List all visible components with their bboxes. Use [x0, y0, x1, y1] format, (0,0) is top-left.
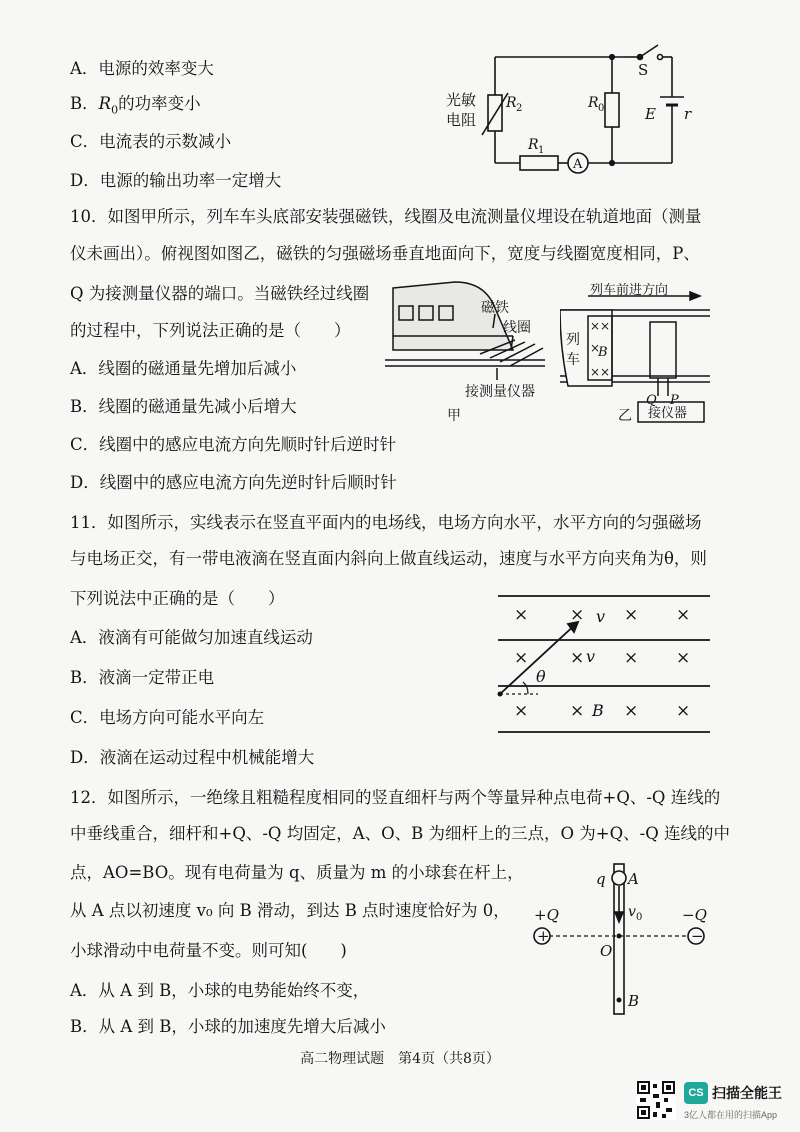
q11-theta-label: θ [536, 667, 546, 686]
q9-r2-label: R [506, 95, 517, 111]
q12-stem-line-4: 从 A 点以初速度 v₀ 向 B 滑动，到达 B 点时速度恰好为 0， [70, 901, 510, 920]
q12-v0-label: v [628, 904, 636, 920]
q10-b-label: B [598, 345, 608, 360]
q10-option-b: B．线圈的磁通量先减小后增大 [70, 397, 297, 416]
q9-option-a: A．电源的效率变大 [70, 59, 214, 78]
q9-r0-label: R [588, 95, 599, 111]
q12-plus-sign: + [537, 927, 550, 945]
q11-v-label-1: v [596, 607, 606, 626]
q12-a-label: A [628, 870, 639, 888]
q11-stem-line-3: 下列说法中正确的是（ ） [70, 589, 285, 608]
q11-option-a: A．液滴有可能做匀加速直线运动 [70, 628, 313, 647]
q9-r0-sub: 0 [598, 103, 605, 114]
q12-o-label: O [600, 942, 613, 960]
q10-q-label: Q [646, 393, 657, 408]
q11-stem-line-2: 与电场正交，有一带电液滴在竖直面内斜向上做直线运动，速度与水平方向夹角为θ，则 [70, 549, 707, 568]
q10-figure-yi [560, 282, 720, 432]
q10-forward-label: 列车前进方向 [590, 283, 669, 298]
q11-cross: × [570, 701, 585, 721]
q12-rod-diagram [520, 858, 720, 1018]
q10-cross-3: × [590, 341, 601, 355]
q11-v-label-2: v [586, 647, 596, 666]
q12-stem-line-1: 12．如图所示，一绝缘且粗糙程度相同的竖直细杆与两个等量异种点电荷+Q、-Q 连线的 [70, 788, 721, 807]
q12-option-a: A．从 A 到 B，小球的电势能始终不变， [70, 981, 370, 1000]
q11-cross: × [514, 605, 529, 625]
q12-stem-line-5: 小球滑动中电荷量不变。则可知( ) [70, 941, 347, 960]
q9-r2-sub: 2 [516, 103, 523, 114]
q11-cross: × [570, 605, 585, 625]
q10-coil-label: 线圈 [503, 320, 531, 336]
q10-cross-1: × [590, 319, 601, 333]
q10-cross-2: × [600, 319, 611, 333]
page-footer: 高二物理试题 第4页（共8页） [300, 1051, 500, 1067]
q11-option-b: B．液滴一定带正电 [70, 668, 215, 687]
q12-option-b: B．从 A 到 B，小球的加速度先增大后减小 [70, 1017, 386, 1036]
q12-minus-sign: − [691, 927, 704, 945]
q11-option-d: D．液滴在运动过程中机械能增大 [70, 748, 315, 767]
q10-car-label-1: 列 [566, 332, 580, 348]
q10-option-a: A．线圈的磁通量先增加后减小 [70, 359, 297, 378]
q9-ammeter-label: A [573, 157, 583, 172]
q12-minusq-label: −Q [682, 906, 707, 924]
q11-cross: × [624, 605, 639, 625]
q10-p-label: P [670, 393, 679, 408]
q10-cross-4: × [590, 365, 601, 379]
q11-field-diagram [490, 590, 720, 740]
q11-cross: × [624, 701, 639, 721]
q11-cross: × [514, 648, 529, 668]
q10-stem-line-2: 仪未画出）。俯视图如图乙，磁铁的匀强磁场垂直地面向下，宽度与线圈宽度相同，P、 [70, 244, 700, 263]
q11-option-c: C．电场方向可能水平向左 [70, 708, 265, 727]
q10-meter-label: 接测量仪器 [465, 384, 535, 400]
q9-r1-sub: 1 [538, 145, 545, 156]
q10-figure-jia [385, 278, 560, 428]
q11-cross: × [676, 605, 691, 625]
q9-option-b: B．$R_0$的功率变小 [70, 94, 201, 117]
q9-r1-label: R [528, 137, 539, 153]
scanner-tagline: 3亿人都在用的扫描App [684, 1110, 778, 1120]
q10-cross-5: × [600, 365, 611, 379]
cs-logo-icon: CS [684, 1082, 708, 1104]
q11-cross: × [676, 701, 691, 721]
qr-code-icon [636, 1080, 676, 1120]
q10-stem-line-3: Q 为接测量仪器的端口。当磁铁经过线圈 [70, 284, 370, 303]
q10-stem-line-1: 10．如图甲所示，列车车头底部安装强磁铁，线圈及电流测量仪埋设在轨道地面（测量 [70, 207, 702, 226]
q12-stem-line-3: 点，AO=BO。现有电荷量为 q、质量为 m 的小球套在杆上， [70, 863, 524, 882]
q11-b-label: B [592, 701, 604, 720]
q9-photo-label-2: 电阻 [446, 111, 477, 129]
q10-stem-line-4: 的过程中，下列说法正确的是（ ） [70, 321, 351, 340]
q12-plusq-label: +Q [534, 906, 559, 924]
q11-cross: × [676, 648, 691, 668]
q9-circuit-diagram [440, 35, 700, 175]
q9-emf-label: E [645, 105, 656, 123]
scanner-watermark [636, 1078, 796, 1124]
q10-car-label-2: 车 [566, 352, 580, 368]
q9-option-c: C．电流表的示数减小 [70, 132, 232, 151]
q12-q-label: q [596, 870, 606, 888]
q9-switch-label: S [638, 61, 649, 79]
q11-stem-line-1: 11．如图所示，实线表示在竖直平面内的电场线，电场方向水平，水平方向的匀强磁场 [70, 513, 702, 532]
q9-photo-label-1: 光敏 [446, 91, 477, 109]
scanner-app-name: 扫描全能王 [712, 1085, 782, 1101]
q11-cross: × [624, 648, 639, 668]
q12-stem-line-2: 中垂线重合，细杆和+Q、-Q 均固定，A、O、B 为细杆上的三点，O 为+Q、-Q 连线的中 [70, 824, 730, 843]
q9-r-label: r [684, 105, 692, 123]
q10-option-d: D．线圈中的感应电流方向先逆时针后顺时针 [70, 473, 397, 492]
q12-v0-sub: 0 [636, 912, 643, 923]
q11-cross: × [514, 701, 529, 721]
q10-yi-label: 乙 [618, 408, 632, 424]
q10-meter2-label: 接仪器 [648, 406, 688, 421]
q9-option-d: D．电源的输出功率一定增大 [70, 171, 282, 190]
q10-jia-label: 甲 [447, 408, 461, 424]
q10-option-c: C．线圈中的感应电流方向先顺时针后逆时针 [70, 435, 397, 454]
q12-b-label: B [628, 992, 640, 1010]
q10-magnet-label: 磁铁 [481, 300, 509, 316]
q11-cross: × [570, 648, 585, 668]
